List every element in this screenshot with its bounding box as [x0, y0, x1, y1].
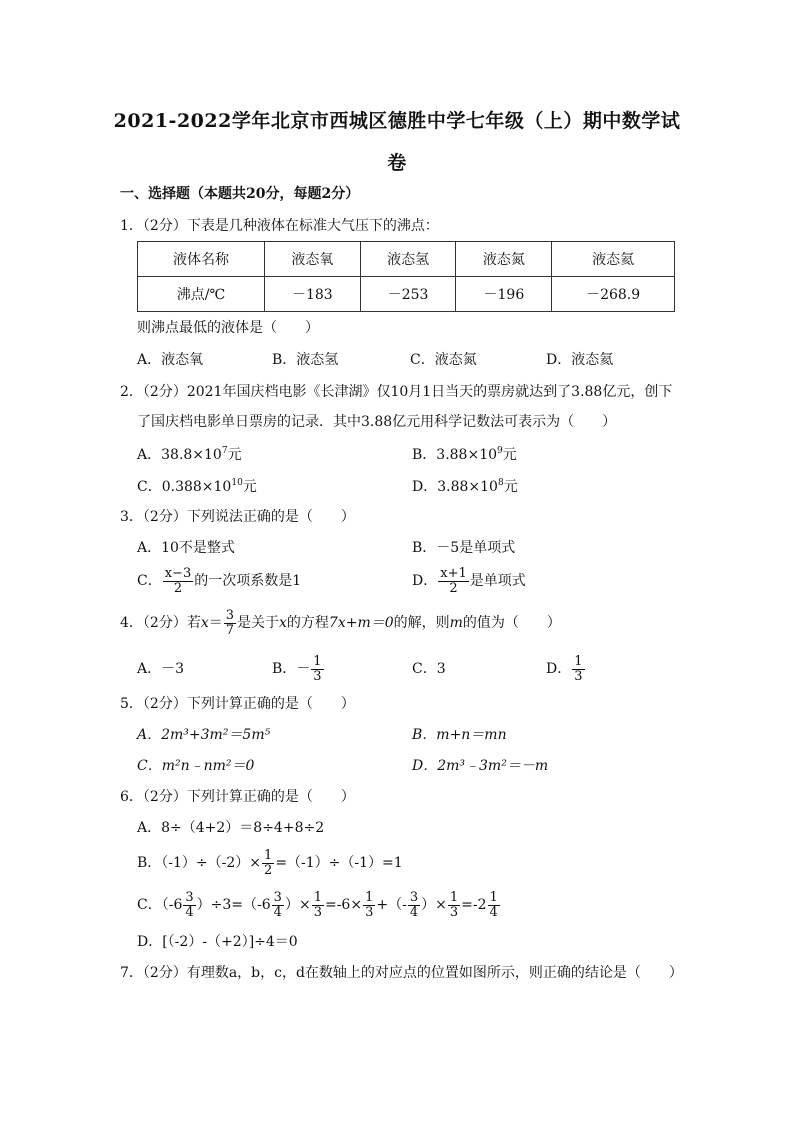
exam-title-line2: 卷	[387, 152, 407, 174]
equals-sign: ＝	[208, 615, 223, 631]
q2-option-b	[412, 445, 517, 465]
numerator: x+1	[440, 565, 467, 581]
q1-ask: 则沸点最低的液体是（ ）	[137, 320, 319, 336]
table-cell: 液态氦	[552, 242, 675, 277]
table-header-row	[138, 242, 675, 277]
denominator: 2	[173, 580, 183, 596]
exam-title-line1: 2021-2022学年北京市西城区德胜中学七年级（上）期中数学试	[113, 110, 681, 132]
denominator: 2	[449, 580, 458, 596]
q2-option-a	[137, 445, 242, 465]
q3-option-a: A．10不是整式	[137, 540, 235, 556]
fraction	[488, 891, 500, 920]
option-post: =（-1）÷（-1）=1	[275, 855, 403, 871]
table-cell: 液态氮	[456, 242, 552, 277]
option-exponent: 9	[497, 446, 503, 456]
numerator: 3	[185, 889, 194, 905]
q3-option-c	[137, 566, 301, 596]
q4-option-a: A．－3	[137, 661, 185, 677]
option-pre: B．（-1）÷（-2）×	[137, 855, 262, 871]
option-base: 38.8×10	[161, 447, 222, 463]
q1-option-c: C．液态氮	[410, 352, 477, 368]
fraction	[312, 891, 324, 920]
expression-part: ）×	[421, 897, 447, 913]
q4-option-d	[546, 654, 586, 684]
table-cell: －268.9	[552, 277, 675, 312]
option-unit: 元	[242, 479, 257, 495]
table-row	[138, 277, 675, 312]
denominator: 4	[409, 904, 419, 920]
table-cell: 沸点/℃	[138, 277, 265, 312]
boiling-point-table	[137, 241, 675, 312]
q5-option-d: D．2m³﹣3m²＝－m	[412, 758, 549, 774]
fraction	[272, 891, 284, 920]
option-label: B．	[412, 447, 437, 463]
denominator: 3	[574, 668, 583, 684]
q1-stem: 1．（2分）下表是几种液体在标准大气压下的沸点：	[120, 218, 439, 234]
q4-stem-mid2: 的方程	[286, 615, 329, 631]
denominator: 3	[313, 904, 322, 920]
q6-option-a: A．8÷（4+2）＝8÷4+8÷2	[137, 820, 325, 836]
table-cell: －253	[360, 277, 456, 312]
option-base: 3.88×10	[436, 447, 498, 463]
denominator: 4	[185, 904, 194, 920]
option-label: C．	[137, 479, 162, 495]
fraction	[183, 891, 195, 920]
q3-option-d	[412, 566, 526, 596]
numerator: 1	[264, 847, 273, 863]
fraction	[311, 655, 323, 684]
q5-stem: 5．（2分）下列计算正确的是（ ）	[120, 696, 355, 712]
denominator: 3	[365, 904, 374, 920]
option-unit: 元	[503, 479, 518, 495]
q6-option-b	[137, 846, 403, 880]
option-label: C．（-6	[137, 897, 183, 913]
fraction	[262, 849, 274, 878]
variable-m: m	[449, 615, 463, 631]
numerator: 1	[449, 889, 459, 905]
q4-stem-mid: 是关于	[237, 615, 280, 631]
fraction	[163, 567, 194, 596]
q1-option-b: B．液态氢	[272, 352, 339, 368]
section-heading: 一、选择题（本题共20分，每题2分）	[120, 186, 360, 202]
option-label: D．	[412, 479, 438, 495]
expression-part: +（-	[376, 897, 407, 913]
q2-option-d	[412, 477, 518, 497]
denominator: 3	[449, 904, 459, 920]
option-label: D．	[546, 661, 572, 677]
option-label: D．	[412, 573, 438, 589]
fraction	[448, 891, 460, 920]
q2-option-c	[137, 477, 257, 497]
variable-x: x	[279, 615, 287, 631]
denominator: 7	[225, 622, 235, 638]
option-exponent: 7	[221, 446, 228, 456]
numerator: 1	[489, 889, 498, 905]
q4-stem-mid3: 的解，则	[393, 615, 450, 631]
numerator: 1	[574, 653, 583, 669]
q4-option-c: C．3	[412, 661, 446, 677]
numerator: 1	[313, 889, 322, 905]
q3-stem: 3．（2分）下列说法正确的是（ ）	[120, 509, 355, 525]
q6-option-c	[137, 887, 501, 923]
numerator: x−3	[164, 565, 192, 581]
option-base: 3.88×10	[437, 479, 498, 495]
numerator: 1	[365, 889, 374, 905]
table-cell: 液态氢	[360, 242, 456, 277]
q2-stem-line1: 2．（2分）2021年国庆档电影《长津湖》仅10月1日当天的票房就达到了3.88亿元，创下	[120, 384, 673, 400]
q7-stem: 7．（2分）有理数a，b，c，d在数轴上的对应点的位置如图所示，则正确的结论是（ ）	[120, 965, 683, 981]
fraction	[408, 891, 420, 920]
numerator: 3	[273, 889, 282, 905]
equation: 7x+m＝0	[328, 615, 394, 631]
option-exponent: 10	[231, 478, 243, 488]
q1-option-d: D．液态氦	[546, 352, 614, 368]
fraction	[572, 655, 584, 684]
q5-option-c: C．m²n﹣nm²＝0	[137, 758, 255, 774]
fraction	[438, 567, 469, 596]
denominator: 4	[273, 904, 282, 920]
q5-option-a: A．2m³+3m²＝5m⁵	[137, 727, 271, 743]
q4-stem-end: 的值为（ ）	[462, 615, 561, 631]
q4-stem	[120, 608, 561, 638]
q4-option-b	[272, 654, 325, 684]
q3-option-b: B．－5是单项式	[412, 540, 516, 556]
table-cell: －183	[264, 277, 360, 312]
expression-part: ）×	[284, 897, 311, 913]
q4-stem-pre: 4．（2分）若	[120, 615, 201, 631]
option-text: 的一次项系数是1	[194, 573, 302, 589]
option-base: 0.388×10	[161, 479, 232, 495]
q2-stem-line2: 了国庆档电影单日票房的记录．其中3.88亿元用科学记数法可表示为（ ）	[137, 414, 617, 430]
table-cell: 液态氧	[264, 242, 360, 277]
numerator: 3	[225, 607, 235, 623]
denominator: 2	[264, 862, 273, 878]
denominator: 3	[313, 668, 322, 684]
denominator: 4	[489, 904, 498, 920]
option-label: A．	[137, 447, 162, 463]
option-label: B．－	[272, 661, 311, 677]
q5-option-b: B．m+n＝mn	[412, 727, 507, 743]
q6-option-d: D．[（-2）-（+2）]÷4＝0	[137, 934, 298, 950]
option-unit: 元	[227, 447, 242, 463]
expression-part: ）÷3=（-	[196, 897, 262, 913]
expression-part: =-2	[461, 897, 487, 913]
numerator: 1	[313, 653, 322, 669]
variable-x: x	[200, 615, 209, 631]
option-unit: 元	[502, 447, 517, 463]
option-text: 是单项式	[469, 573, 526, 589]
q1-option-a: A．液态氧	[137, 352, 204, 368]
table-cell: 液体名称	[138, 242, 265, 277]
q6-stem: 6．（2分）下列计算正确的是（ ）	[120, 789, 355, 805]
option-exponent: 8	[497, 478, 504, 488]
fraction	[224, 609, 236, 638]
fraction	[363, 891, 375, 920]
mixed-whole: 6	[261, 897, 271, 913]
option-label: C．	[137, 573, 162, 589]
numerator: 3	[409, 889, 419, 905]
expression-part: =-6×	[324, 897, 363, 913]
table-cell: －196	[456, 277, 552, 312]
